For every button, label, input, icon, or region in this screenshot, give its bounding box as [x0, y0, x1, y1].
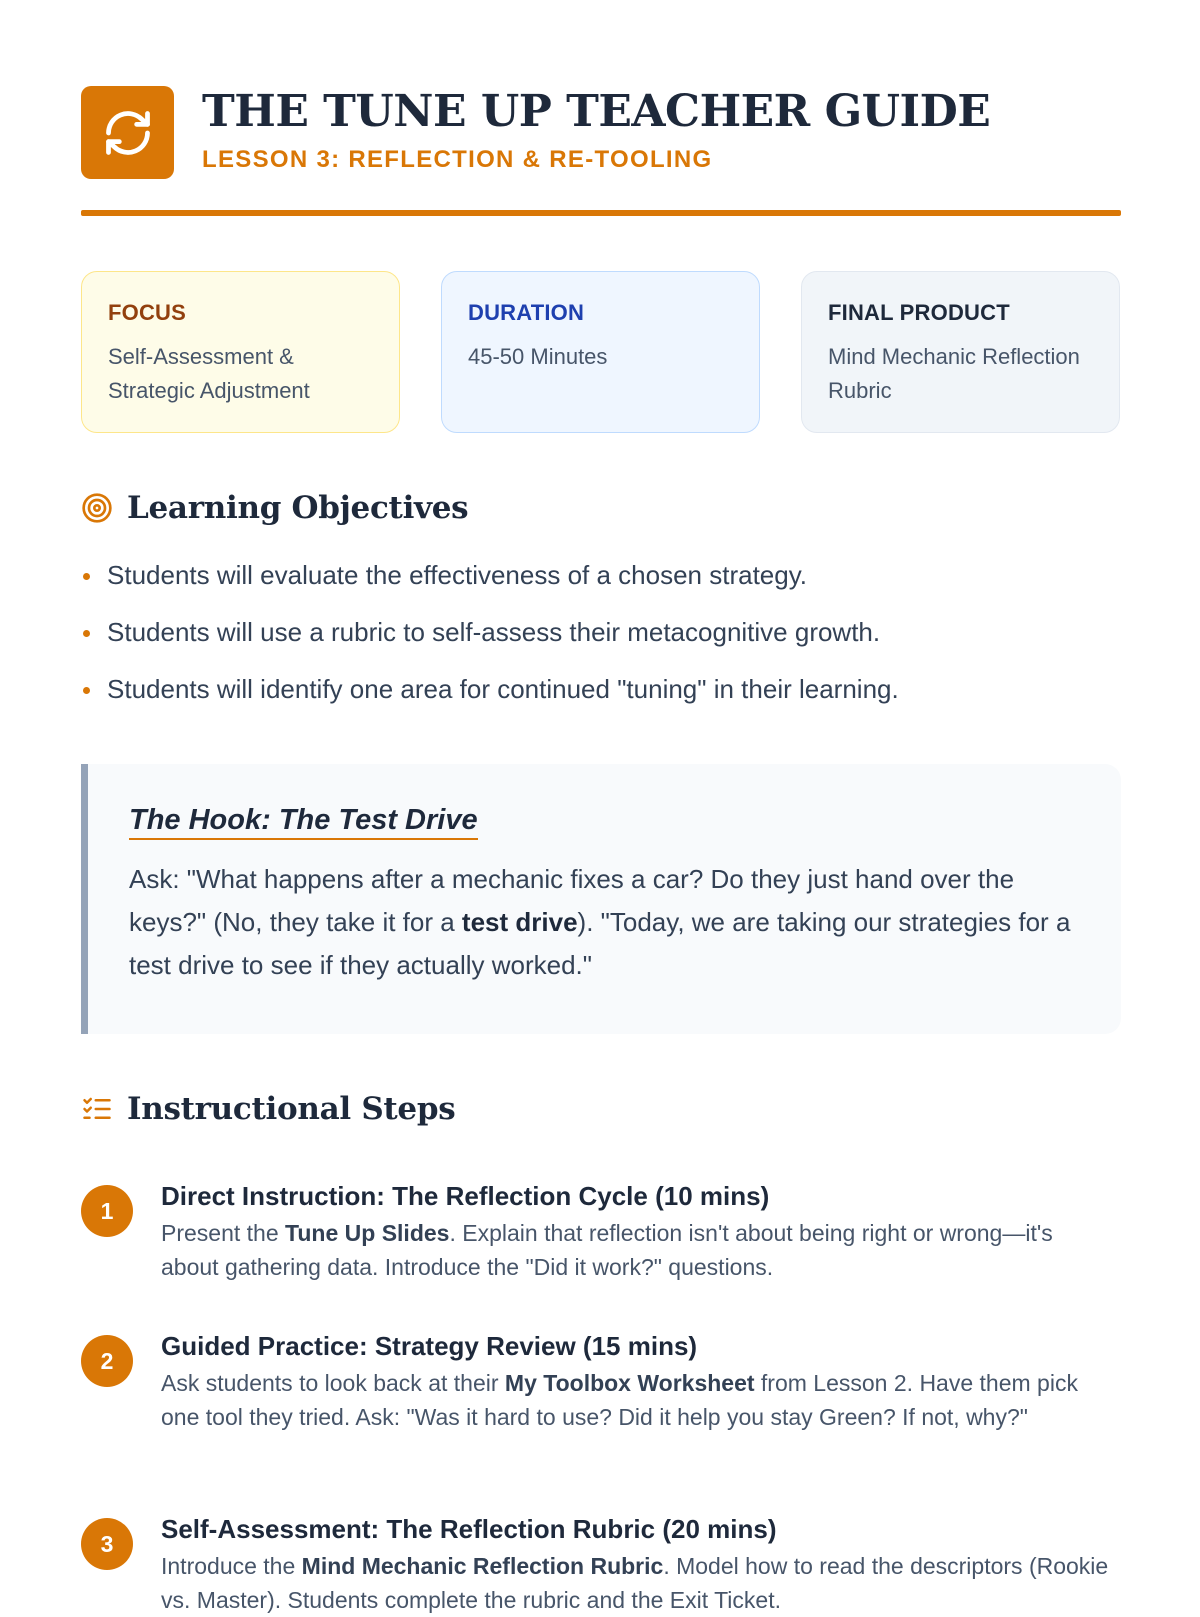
checklist-icon	[81, 1093, 113, 1125]
step-body	[161, 1179, 1111, 1284]
step-text-part: from Lesson 2. Have them pick one tool they tried. Ask: "Was it hard to use? Did it help you stay Green? If not, why?"	[161, 1370, 1078, 1430]
final-product-card	[801, 271, 1120, 433]
hook-text	[129, 858, 1081, 987]
step-body	[161, 1329, 1111, 1434]
focus-value: Self-Assessment & Strategic Adjustment	[108, 344, 310, 403]
step-title: Direct Instruction: The Reflection Cycle (10 mins)	[161, 1181, 770, 1211]
final-product-label: FINAL PRODUCT	[828, 300, 1010, 325]
focus-label: FOCUS	[108, 300, 186, 325]
target-icon	[81, 492, 113, 524]
step-body	[161, 1512, 1111, 1617]
steps-title: Instructional Steps	[127, 1091, 456, 1127]
objectives-list	[81, 558, 1121, 729]
step-emphasis: Mind Mechanic Reflection Rubric	[301, 1553, 664, 1579]
step-description	[161, 1216, 1111, 1284]
step-text-part: Ask students to look back at their	[161, 1370, 505, 1396]
step-text-part: Introduce the	[161, 1553, 302, 1579]
step-description	[161, 1549, 1111, 1617]
list-item	[81, 558, 1121, 615]
info-cards	[81, 271, 1121, 435]
step-number-badge: 1	[81, 1185, 133, 1237]
refresh-icon	[81, 86, 174, 179]
step-number-badge: 3	[81, 1518, 133, 1570]
list-item	[81, 672, 1121, 729]
objectives-title: Learning Objectives	[127, 490, 469, 526]
final-product-value: Mind Mechanic Reflection Rubric	[828, 344, 1080, 403]
step-text-part: . Explain that reflection isn't about being right or wrong—it's about gathering data. Introduce the "Did it work?" questions.	[161, 1220, 1053, 1280]
step-title: Self-Assessment: The Reflection Rubric (20 mins)	[161, 1514, 777, 1544]
step-description	[161, 1366, 1111, 1434]
guide-header	[81, 86, 1121, 214]
objective-text: Students will evaluate the effectiveness of a chosen strategy.	[107, 560, 808, 590]
step-emphasis: My Toolbox Worksheet	[504, 1370, 755, 1396]
duration-label: DURATION	[468, 300, 585, 325]
focus-card	[81, 271, 400, 433]
step-title: Guided Practice: Strategy Review (15 mins)	[161, 1331, 698, 1361]
steps-heading	[81, 1091, 455, 1127]
lesson-subtitle: LESSON 3: REFLECTION & RE-TOOLING	[202, 146, 713, 173]
hook-text-part: ). "Today, we are taking our strategies for a test drive to see if they actually worked."	[129, 907, 1071, 980]
bullet-dot	[83, 687, 90, 694]
header-divider	[81, 210, 1121, 216]
hook-emphasis: test drive	[461, 907, 578, 937]
step-text-part: . Model how to read the descriptors (Rookie vs. Master). Students complete the rubric and the Exit Ticket.	[161, 1553, 1109, 1613]
hook-title: The Hook: The Test Drive	[129, 804, 478, 840]
bullet-dot	[83, 630, 90, 637]
step-number-badge: 2	[81, 1335, 133, 1387]
step-emphasis: Tune Up Slides	[285, 1220, 450, 1246]
hook-text-part: Ask: "What happens after a mechanic fixes a car? Do they just hand over the keys?" (No, they take it for a	[129, 864, 1015, 937]
duration-card	[441, 271, 760, 433]
hook-callout	[81, 764, 1121, 1034]
step-text-part: Present the	[161, 1220, 286, 1246]
bullet-dot	[83, 573, 90, 580]
objective-text: Students will identify one area for continued "tuning" in their learning.	[107, 674, 899, 704]
duration-value: 45-50 Minutes	[468, 344, 608, 369]
page-title: THE TUNE UP TEACHER GUIDE	[202, 86, 991, 137]
list-item	[81, 615, 1121, 672]
objective-text: Students will use a rubric to self-assess their metacognitive growth.	[107, 617, 881, 647]
objectives-heading	[81, 490, 468, 526]
